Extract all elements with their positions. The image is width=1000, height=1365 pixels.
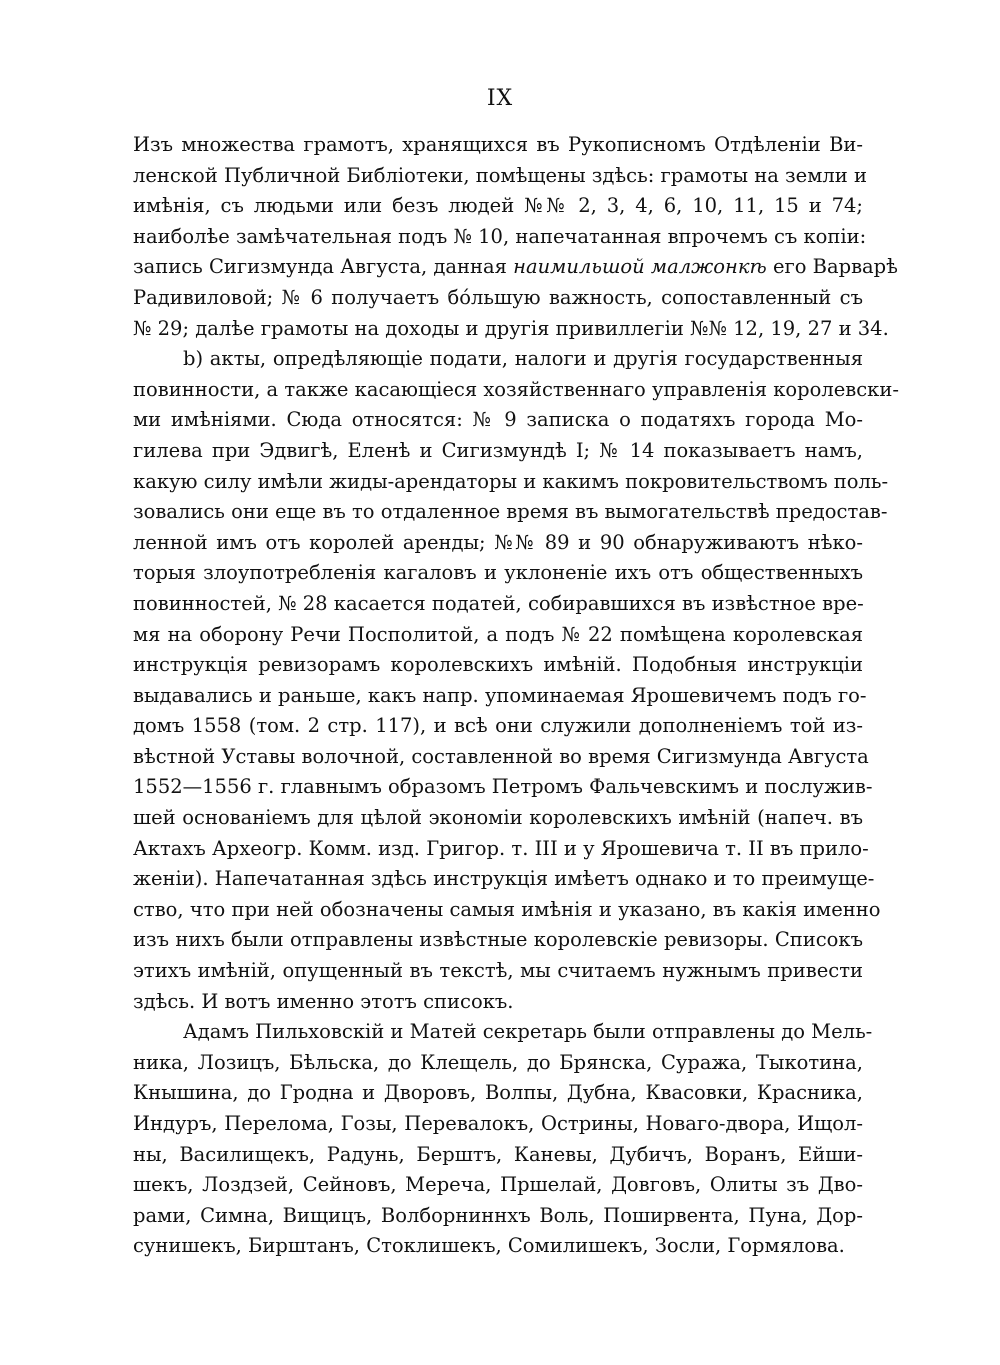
text-line: Изъ множества грамотъ, хранящихся въ Рукописномъ Отдѣленіи Ви- [133,133,863,156]
paragraph-3 [133,1017,873,1262]
paragraph-2 [133,344,899,1017]
page-number: IX [486,86,514,111]
text-line: гилева при Эдвигѣ, Еленѣ и Сигизмундѣ I; № 14 показываетъ намъ, [133,438,863,462]
text-segment: запись Сигизмунда Августа, данная [133,255,507,279]
text-line: домъ 1558 (том. 2 стр. 117), и всѣ они служили дополненіемъ той из- [133,714,863,738]
text-line: повинностей, № 28 касается податей, собиравшихся въ извѣстное вре- [133,591,864,615]
text-line: инструкція ревизорамъ королевскихъ имѣній. Подобныя инструкціи [133,653,863,677]
text-line: шекъ, Лоздзей, Сейновъ, Мереча, Пршелай, Довговъ, Олиты зъ Дво- [133,1173,863,1197]
text-line: торыя злоупотребленія кагаловъ и уклоненіе ихъ отъ общественныхъ [133,561,863,585]
text-line: здѣсь. И вотъ именно этотъ списокъ. [133,989,514,1013]
text-line: сунишекъ, Бирштанъ, Стоклишекъ, Сомилишекъ, Зосли, Гормялова. [133,1234,845,1258]
text-line: Адамъ Пильховскій и Матей секретарь были отправлены до Мель- [183,1020,873,1044]
text-line: наиболѣе замѣчательная подъ № 10, напечатанная впрочемъ съ копіи: [133,224,867,248]
text-line: шей основаніемъ для цѣлой экономіи королевскихъ имѣній (напеч. въ [133,806,863,830]
text-line: ника, Лозицъ, Бѣльска, до Клещель, до Брянска, Суража, Тыкотина, [133,1050,863,1074]
text-line: Актахъ Археогр. Комм. изд. Григор. т. III и у Ярошевича т. II въ прило- [133,836,869,860]
text-line: b) акты, опредѣляющіе подати, налоги и другія государственныя [183,347,863,371]
paragraph-1 [133,130,898,344]
text-body [133,130,899,1262]
text-segment: его Варварѣ [772,255,898,279]
text-line: ны, Василищекъ, Радунь, Берштъ, Каневы, Дубичъ, Воранъ, Ейши- [133,1142,863,1166]
text-line: изъ нихъ были отправлены извѣстные королевскіе ревизоры. Списокъ [133,928,863,952]
text-line: Кнышина, до Гродна и Дворовъ, Волпы, Дубна, Квасовки, Красника, [133,1081,863,1105]
text-line: 1552—1556 г. главнымъ образомъ Петромъ Фальчевскимъ и послужив- [133,775,873,799]
text-line: повинности, а также касающіеся хозяйственнаго управленія королевски- [133,377,899,401]
text-line: рами, Симна, Вищицъ, Волборниннхъ Воль, Поширвента, Пуна, Дор- [133,1203,863,1227]
text-line: зовались они еще въ то отдаленное время въ вымогательствѣ предостав- [133,500,888,524]
text-line: № 29; далѣе грамоты на доходы и другія привиллегіи №№ 12, 19, 27 и 34. [133,316,889,340]
text-line: ленской Публичной Библіотеки, помѣщены здѣсь: грамоты на земли и [133,163,867,187]
text-line: вѣстной Уставы волочной, составленной во время Сигизмунда Августа [133,744,869,768]
text-line: выдавались и раньше, какъ напр. упоминаемая Ярошевичемъ подъ го- [133,683,867,707]
text-line: Радивиловой; № 6 получаетъ бо́льшую важность, сопоставленный съ [133,285,863,309]
text-line: ми имѣніями. Сюда относятся: № 9 записка о податяхъ города Мо- [133,408,863,432]
italic-phrase: наимильшой малжонкѣ [513,255,767,279]
text-line-with-italic [133,252,898,283]
text-line: ство, что при ней обозначены самыя имѣнія и указано, въ какія именно [133,897,881,921]
text-line: Индуръ, Перелома, Гозы, Перевалокъ, Острины, Новаго-двора, Ищол- [133,1112,863,1135]
text-line: этихъ имѣній, опущенный въ текстѣ, мы считаемъ нужнымъ привести [133,959,863,983]
text-line: какую силу имѣли жиды-арендаторы и какимъ покровительствомъ поль- [133,469,889,493]
text-line: мя на оборону Речи Посполитой, а подъ № 22 помѣщена королевская [133,622,863,646]
text-line: имѣнія, съ людьми или безъ людей №№ 2, 3, 4, 6, 10, 11, 15 и 74; [133,194,863,218]
text-line: женіи). Напечатанная здѣсь инструкція имѣетъ однако и то преимуще- [133,867,875,891]
text-line: ленной имъ отъ королей аренды; №№ 89 и 90 обнаруживаютъ нѣко- [133,530,863,554]
